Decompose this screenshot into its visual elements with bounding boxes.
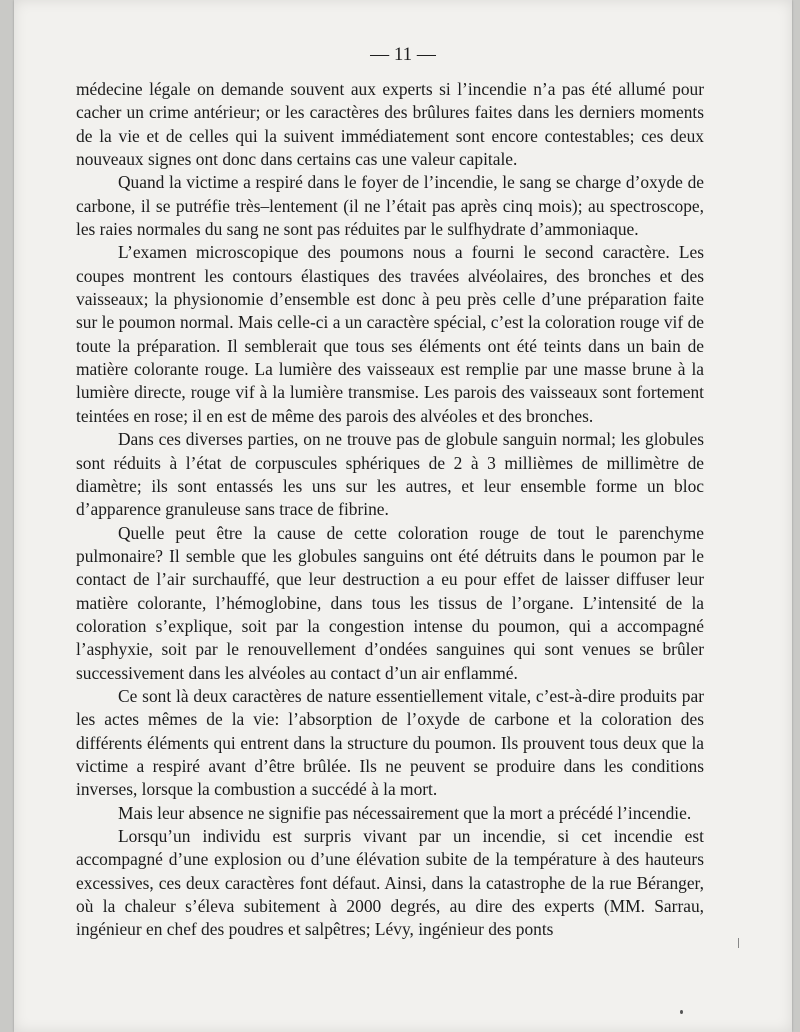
paragraph-6: Ce sont là deux caractères de nature essentiellement vitale, c’est-à-dire produits par les actes mêmes de la vie: l’absorption de l’oxyde de carbone et la coloration des différents éléments qui entrent dans la structure du poumon. Ils prouvent tous deux que la victime a respiré avant d’être brûlée. Ils ne peuvent se produire dans les conditions inverses, lorsque la combustion a succédé à la mort. — [76, 685, 704, 800]
paper-speck — [680, 1010, 683, 1014]
body-text — [76, 78, 704, 942]
paragraph-7: Mais leur absence ne signifie pas nécessairement que la mort a précédé l’incendie. — [118, 802, 692, 823]
paragraph-3: L’examen microscopique des poumons nous a fourni le second caractère. Les coupes montrent les contours élastiques des travées alvéolaires, des bronches et des vaisseaux; la physionomie d’ensemble est donc à peu près celle d’une préparation faite sur le poumon normal. Mais celle-ci a un caractère spécial, c’est la coloration rouge vif de toute la préparation. Il semblerait que tous ses éléments ont été teints dans un bain de matière colorante rouge. La lumière des vaisseaux est remplie par une masse brune à la lumière directe, rouge vif à la lumière transmise. Les parois des vaisseaux sont fortement teintées en rose; il en est de même des parois des alvéoles et des bronches. — [76, 242, 704, 426]
paragraph-8: Lorsqu’un individu est surpris vivant par un incendie, si cet incendie est accompagné d’une explosion ou d’une élévation subite de la température à des hauteurs excessives, ces deux caractères font défaut. Ainsi, dans la catastrophe de la rue Béranger, où la chaleur s’éleva subitement à 2000 degrés, au dire des experts (MM. Sarrau, ingénieur en chef des poudres et salpêtres; Lévy, ingénieur des ponts — [76, 826, 704, 940]
paragraph-1: médecine légale on demande souvent aux experts si l’incendie n’a pas été allumé pour cacher un crime antérieur; or les caractères des brûlures faites dans les derniers moments de la vie et de celles qui la suivent immédiatement sont encore contestables; ces deux nouveaux signes ont donc dans certains cas une valeur capitale. — [76, 79, 704, 170]
paragraph-2: Quand la victime a respiré dans le foyer de l’incendie, le sang se charge d’oxyde de carbone, il se putréfie très–lentement (il ne l’était pas après cinq mois); au spectroscope, les raies normales du sang ne sont pas réduites par le sulfhydrate d’ammoniaque. — [76, 172, 704, 240]
page-number: — 11 — — [370, 44, 436, 65]
paragraph-5: Quelle peut être la cause de cette coloration rouge de tout le parenchyme pulmonaire? Il semble que les globules sanguins ont été détruits dans le poumon par le contact de l’air surchauffé, que leur destruction a eu pour effet de laisser diffuser leur matière colorante, l’hémoglobine, dans tous les tissus de l’organe. L’intensité de la coloration s’explique, soit par la congestion intense du poumon, qui a accompagné l’asphyxie, soit par le renouvellement d’ondées sanguines qui sont venues se brûler successivement dans les alvéoles au contact d’un air enflammé. — [76, 522, 704, 683]
paragraph-4: Dans ces diverses parties, on ne trouve pas de globule sanguin normal; les globules sont réduits à l’état de corpuscules sphériques de 2 à 3 millièmes de millimètre de diamètre; ils sont entassés les uns sur les autres, et leur ensemble forme un bloc d’apparence granuleuse sans trace de fibrine. — [76, 429, 704, 520]
book-page — [14, 0, 792, 1032]
paper-speck — [738, 938, 739, 948]
